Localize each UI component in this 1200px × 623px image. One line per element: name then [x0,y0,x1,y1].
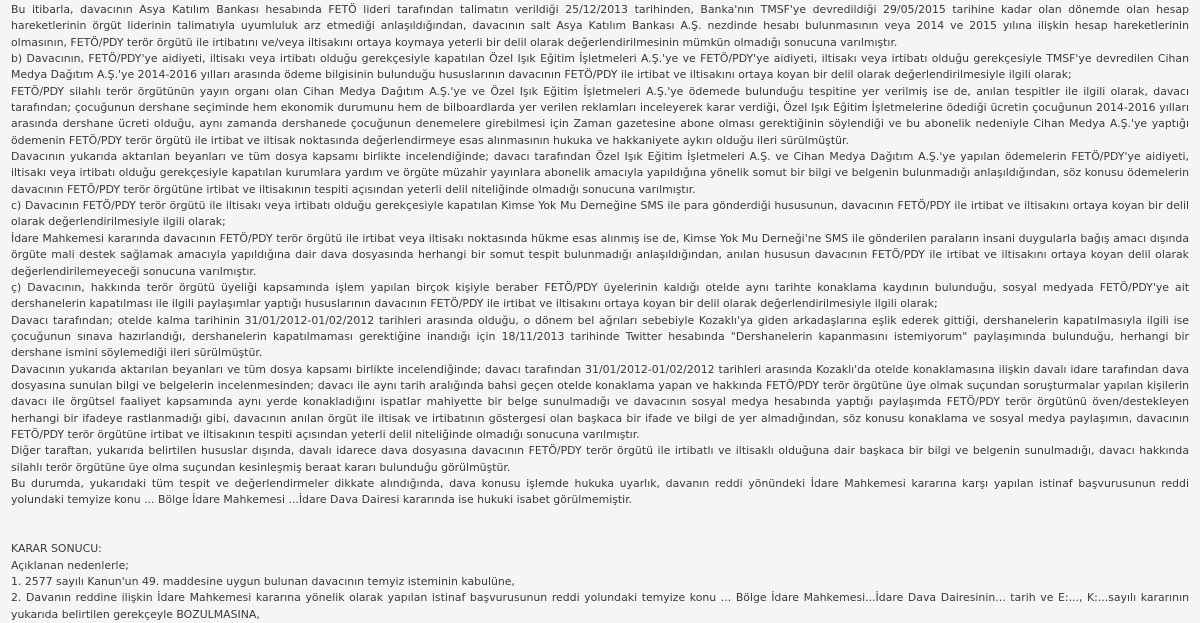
paragraph-b-heading: b) Davacının, FETÖ/PDY'ye aidiyeti, iltisakı veya irtibatı olduğu gerekçesiyle kapatılan Özel Işık Eğitim İşletmeleri A.Ş.'ye ve FETÖ/PDY'ye aidiyeti, iltisakı veya irtibatı olduğu gerekçesiyle TMSF'ye devredilen Cihan Medya Dağıtım A.Ş.'ye 2014-2016 yılları arasında ödeme bilgisinin bulunduğu hususlarının davacının FETÖ/PDY ile irtibat ve iltisakını ortaya koyan bir delil olarak değerlendirilmesiyle ilgili olarak; [11,52,1189,82]
paragraph-cc-heading: ç) Davacının, hakkında terör örgütü üyeliği kapsamında işlem yapılan birçok kişiyle beraber FETÖ/PDY üyelerinin kaldığı otelde aynı tarihte konaklama kaydının bulunduğu, sosyal medyada FETÖ/PDY'ye ait dershanelerin kapatılması ile ilgili paylaşımlar yaptığı hususlarının davacının FETÖ/PDY ile irtibat ve iltisakını ortaya koyan bir delil olarak değerlendirilmesiyle ilgili olarak; [11,280,1189,311]
paragraph-bank-account: Bu itibarla, davacının Asya Katılım Bankası hesabında FETÖ lideri tarafından talimatın verildiği 25/12/2013 tarihinden, Banka'nın TMSF'ye devredildiği 29/05/2015 tarihine kadar olan dönemde olan hesap hareketlerinin örgüt liderinin talimatıyla uyumluluk arz etmediği anlaşıldığından, davacının salt Asya Katılım Bankası A.Ş. nezdinde hesabı bulunmasının veya 2014 ve 2015 yılına ilişkin hesap hareketlerinin olmasının, FETÖ/PDY terör örgütü ile irtibatını ve/veya iltisakını ortaya koymaya yeterli bir delil olarak değerlendirilmesinin mümkün olmadığı sonucuna varılmıştır. [11,3,1189,49]
paragraph-cc-claim: Davacı tarafından; otelde kalma tarihinin 31/01/2012-01/02/2012 tarihleri arasında olduğu, o dönem bel ağrıları sebebiyle Kozaklı'ya giden arkadaşlarına eşlik ederek gittiği, dershanelerin kapatılmasıyla ilgili ise çocuğunun sınava hazırlandığı, dershanelerin kapatılmaması gerektiğine inandığı için 18/11/2013 tarihinde Twitter hesabında "Dershanelerin kapanmasını istemiyorum" paylaşımında bulunduğu, herhangi bir dershane ismini söylemediği ileri sürülmüştür. [11,313,1189,360]
paragraph-c-heading: c) Davacının FETÖ/PDY terör örgütü ile iltisakı veya irtibatı olduğu gerekçesiyle kapatılan Kimse Yok Mu Derneğine SMS ile para gönderdiği hususunun, davacının FETÖ/PDY ile irtibat ve iltisakını ortaya koyan bir delil olarak değerlendirilmesiyle ilgili olarak; [11,199,1189,229]
result-heading: KARAR SONUCU: [11,542,102,556]
paragraph-conclusion: Bu durumda, yukarıdaki tüm tespit ve değerlendirmeler dikkate alındığında, dava konusu işlemde hukuka uyarlık, davanın reddi yönündeki İdare Mahkemesi kararına karşı yapılan istinaf başvurusunun reddi yolundaki temyize konu ... Bölge İdare Mahkemesi ...İdare Dava Dairesi kararında ise hukuki isabet görülmemiştir. [11,476,1189,507]
spacer [11,509,1189,542]
paragraph-b-evaluation: Davacının yukarıda aktarılan beyanları ve tüm dosya kapsamı birlikte incelendiğinde; davacı tarafından Özel Işık Eğitim İşletmeleri A.Ş. ve Cihan Medya Dağıtım A.Ş.'ye yapılan ödemelerin FETÖ/PDY'ye aidiyeti, iltisakı veya irtibatı olduğu gerekçesiyle kapatılan kurumlara yardım ve örgüte müzahir yayınlara abonelik amacıyla yapıldığına yönelik somut bir bilgi ve belgenin bulunmadığı anlaşıldığından, söz konusu ödemelerin davacının FETÖ/PDY terör örgütüne irtibat ve iltisakının tespiti açısından yeterli delil niteliğinde olmadığı sonucuna varılmıştır. [11,150,1189,196]
paragraph-cc-evaluation: Davacının yukarıda aktarılan beyanları ve tüm dosya kapsamı birlikte incelendiğinde; davacı tarafından 31/01/2012-01/02/2012 tarihleri arasında Kozaklı'da otelde konaklamasına ilişkin davalı idare tarafından dava dosyasına sunulan bilgi ve belgelerin incelenmesinden; davacı ile aynı tarih aralığında bahsi geçen otelde konaklama yapan ve hakkında FETÖ/PDY terör örgütüne üye olmak suçundan soruşturmalar yapılan kişilerin davacı ile örgütsel faaliyet kapsamında aynı yerde konakladığını ispatlar mahiyette bir belge sunulmadığı ve davacının sosyal medya hesabında yaptığı paylaşımda FETÖ/PDY terör örgütünü öven/destekleyen herhangi bir ifadeye rastlanmadığı gibi, davacının anılan örgüt ile iltisak ve irtibatının göstergesi olan başkaca bir ifade ve bilgi de yer almadığından, söz konusu konaklama ve sosyal medya paylaşımın, davacının FETÖ/PDY terör örgütüne irtibat ve iltisakının tespiti açısından yeterli delil niteliğinde olmadığı sonucuna varılmıştır. [11,362,1189,441]
paragraph-other: Diğer taraftan, yukarıda belirtilen hususlar dışında, davalı idarece dava dosyasına davacının FETÖ/PDY terör örgütü ile irtibatlı ve iltisaklı olduğuna dair başkaca bir bilgi ve belgenin sunulmadığı, davacı hakkında silahlı terör örgütüne üye olma suçundan kesinleşmiş beraat kararı bulunduğu görülmüştür. [11,444,1189,474]
paragraph-b-claim: FETÖ/PDY silahlı terör örgütünün yayın organı olan Cihan Medya Dağıtım A.Ş.'ye ve Özel Işık Eğitim İşletmeleri A.Ş.'ye ödemede bulunduğu tespitine yer verilmiş ise de, anılan tespitler ile ilgili olarak, davacı tarafından; çocuğunun dershane seçiminde hem ekonomik durumunu hem de bilboardlarda yer verilen reklamları inceleyerek karar verdiği, Özel Işık Eğitim İşletmelerine ödediği ücretin çocuğunun 2014-2016 yılları arasında dershane ücreti olduğu, aynı zamanda dershanede çocuğunun denemelere girebilmesi için Zaman gazetesine abone olması gerektiğinin söylendiği ve bu abonelik nedeniyle Cihan Medya A.Ş.'ye yaptığı ödemenin FETÖ/PDY terör örgütü ile irtibat ve iltisak noktasında değerlendirmeye esas alınmasının hukuka ve hakkaniyete aykırı olduğu ileri sürülmüştür. [11,84,1189,147]
result-item-2: 2. Davanın reddine ilişkin İdare Mahkemesi kararına yönelik olarak yapılan istinaf başvurusunun reddi yolundaki temyize konu ... Bölge İdare Mahkemesi...İdare Dava Dairesinin... tarih ve E:..., K:...sayılı kararının yukarıda belirtilen gerekçeyle BOZULMASINA, [11,591,1189,621]
result-intro: Açıklanan nedenlerle; [11,558,129,572]
paragraph-c-evaluation: İdare Mahkemesi kararında davacının FETÖ/PDY terör örgütü ile irtibat veya iltisakı noktasında hükme esas alınmış ise de, Kimse Yok Mu Derneği'ne SMS ile gönderilen paraların insani duygularla bağış amacı dışında örgüte mali destek sağlamak amacıyla yapıldığına dair dava dosyasında herhangi bir somut tespit bulunmadığı anlaşıldığından, anılan hususun davacının FETÖ/PDY ile irtibat ve iltisakını ortaya koyan delil olarak değerlendirilemeyeceği sonucuna varılmıştır. [11,231,1189,278]
result-item-1: 1. 2577 sayılı Kanun'un 49. maddesine uygun bulunan davacının temyiz isteminin kabulüne, [11,575,515,589]
